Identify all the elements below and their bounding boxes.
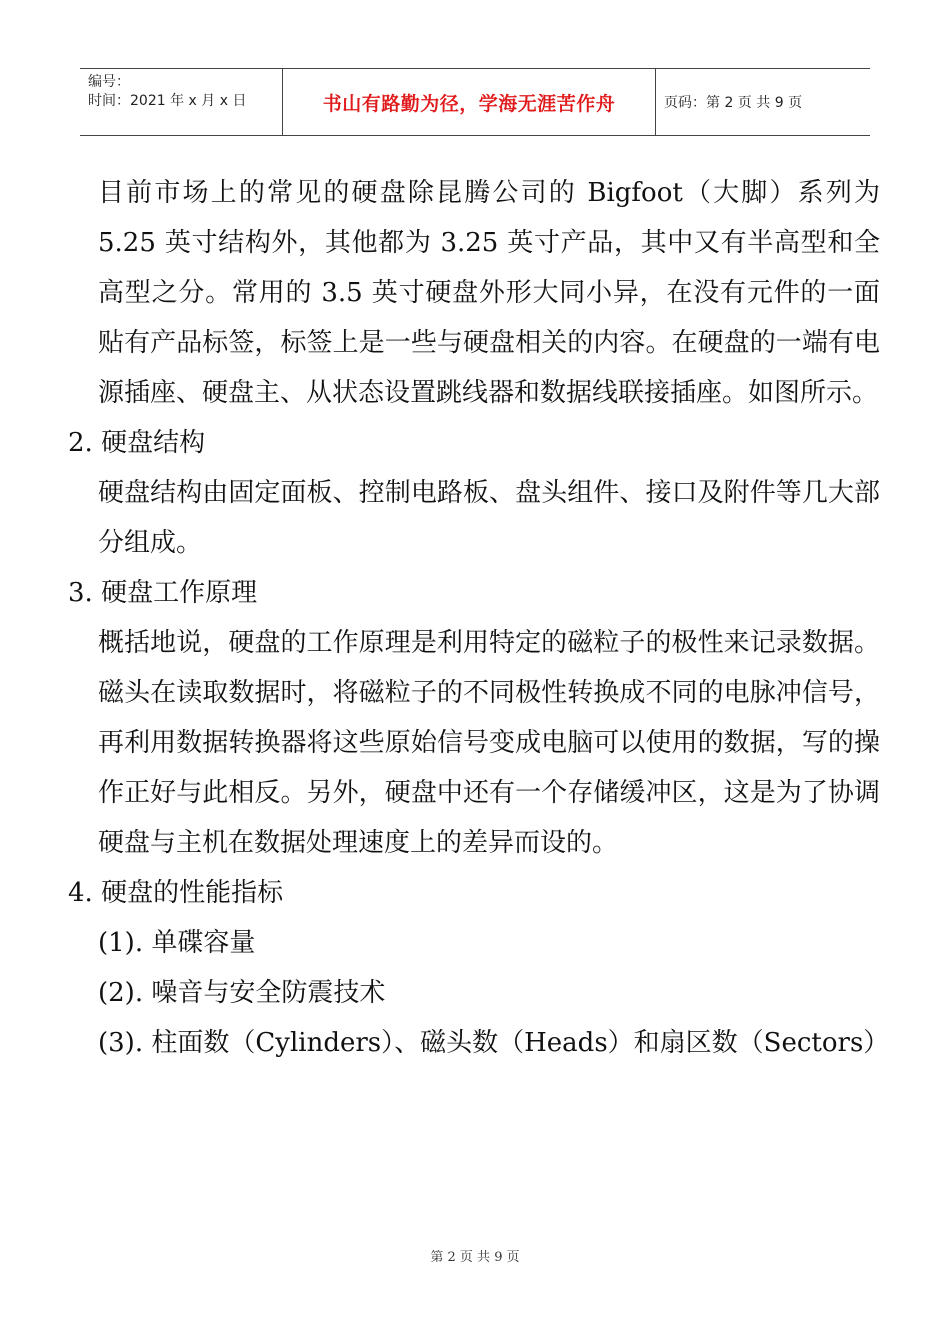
- page-header: [80, 68, 870, 136]
- document-body: [0, 168, 950, 1068]
- header-motto: 书山有路勤为径，学海无涯苦作舟: [282, 69, 656, 135]
- section-heading-principle: 3. 硬盘工作原理: [68, 578, 258, 608]
- structure-paragraph: 硬盘结构由固定面板、控制电路板、盘头组件、接口及附件等几大部分组成。: [98, 478, 880, 558]
- page-footer: 第 2 页 共 9 页: [430, 1250, 520, 1265]
- intro-paragraph: 目前市场上的常见的硬盘除昆腾公司的 Bigfoot（大脚）系列为 5.25 英寸结构外，其他都为 3.25 英寸产品，其中又有半高型和全高型之分。常用的 3.5 英寸硬盘外形大同小异，在没有元件的一面贴有产品标签，标签上是一些与硬盘相关的内容。在硬盘的一端有电源插座、硬盘主、从状态设置跳线器和数据线联接插座。如图所示。: [98, 178, 880, 408]
- header-info: [80, 69, 282, 135]
- header-page-number: 页码：第 2 页 共 9 页: [664, 95, 803, 111]
- principle-paragraph: 概括地说，硬盘的工作原理是利用特定的磁粒子的极性来记录数据。磁头在读取数据时，将磁粒子的不同极性转换成不同的电脉冲信号，再利用数据转换器将这些原始信号变成电脑可以使用的数据，写的操作正好与此相反。另外，硬盘中还有一个存储缓冲区，这是为了协调硬盘与主机在数据处理速度上的差异而设的。: [98, 628, 880, 858]
- section-heading-performance: 4. 硬盘的性能指标: [68, 878, 284, 908]
- document-date: 时间：2021 年 x 月 x 日: [88, 93, 247, 109]
- section-heading-structure: 2. 硬盘结构: [68, 428, 206, 458]
- list-item: (2). 噪音与安全防震技术: [98, 978, 386, 1008]
- document-number: 编号：: [88, 74, 130, 90]
- list-item: (1). 单碟容量: [98, 928, 256, 958]
- list-item: (3). 柱面数（Cylinders）、磁头数（Heads）和扇区数（Sectors）: [98, 1028, 890, 1058]
